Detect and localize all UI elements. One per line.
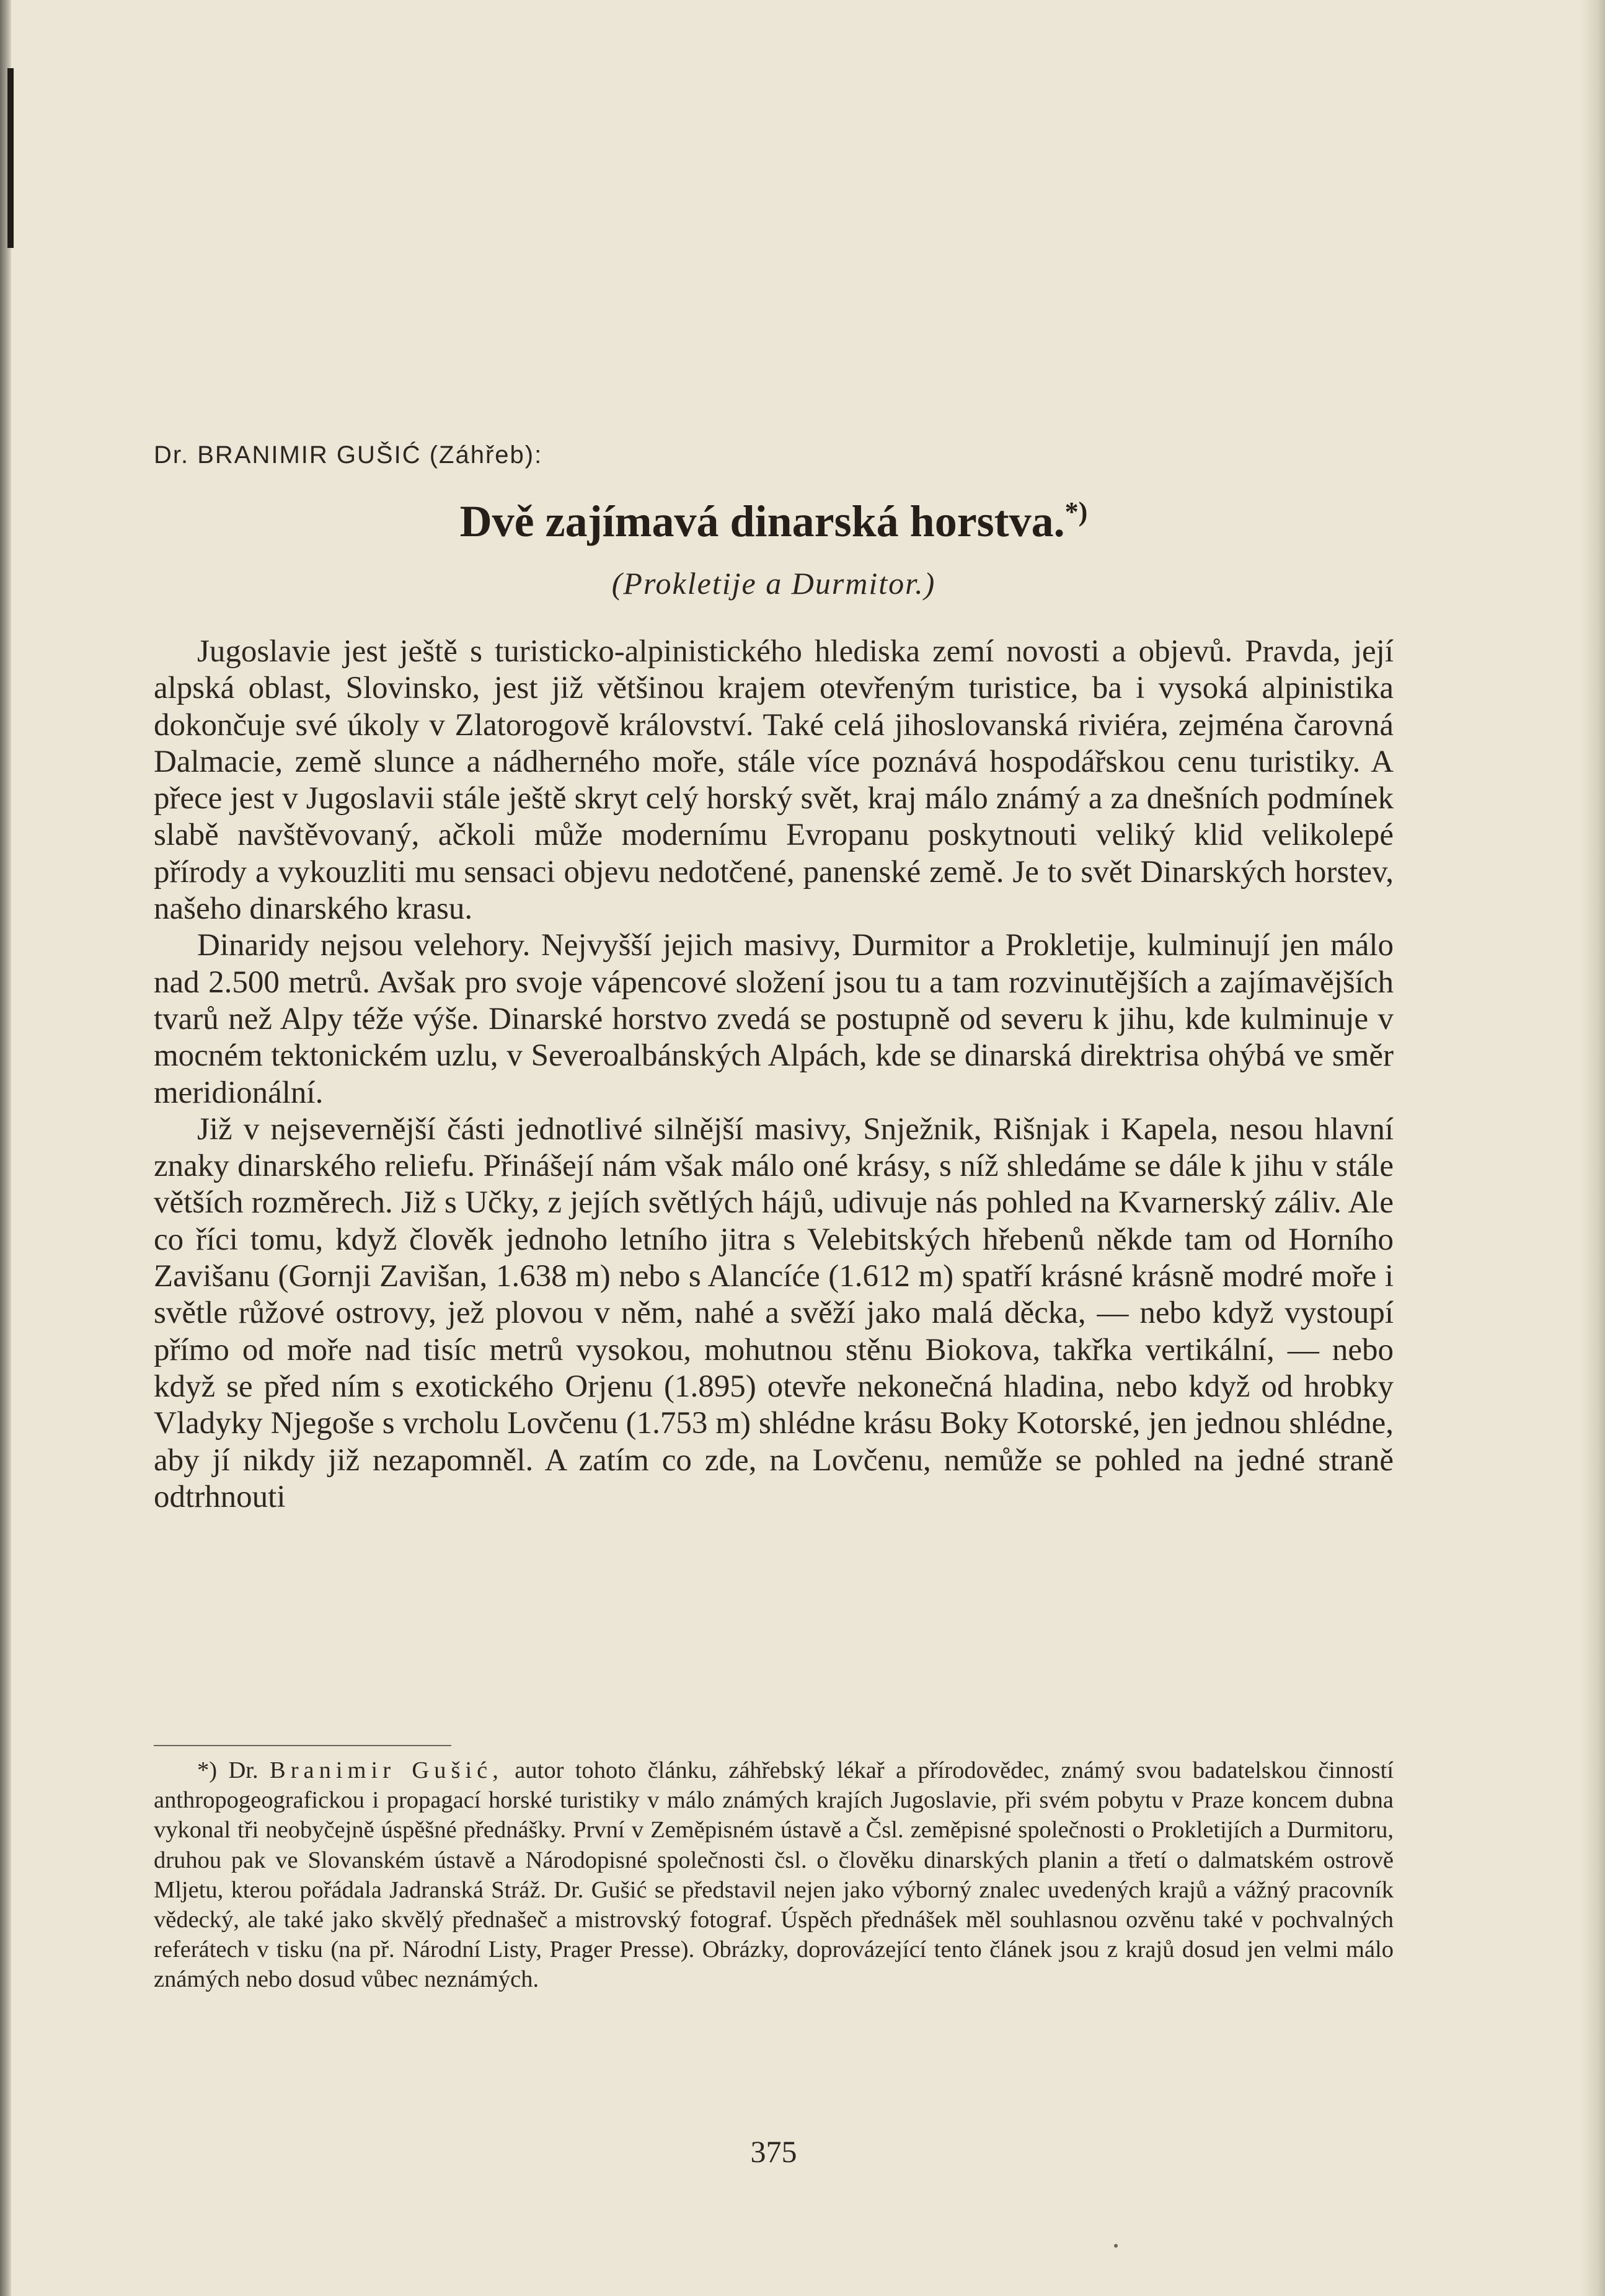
author-name: Dr. BRANIMIR GUŠIĆ xyxy=(154,441,422,469)
footnote-mark: *) Dr. xyxy=(197,1757,259,1783)
article-body xyxy=(154,634,1394,1516)
body-paragraph: Dinaridy nejsou velehory. Nejvyšší jejich masivy, Durmitor a Prokletije, kulminují jen málo nad 2.500 metrů. Avšak pro svoje vápencové složení jsou tu a tam rozvinutějších a zajímavějších tvarů než Alpy téže výše. Dinarské horstvo zvedá se postupně od severu k jihu, kde kulminuje v mocném tektonickém uzlu, v Severoalbánských Alpách, kde se dinarská direktrisa ohýbá ve směr meridionální. xyxy=(154,928,1394,1110)
binding-mark xyxy=(7,68,14,248)
body-paragraph: Jugoslavie jest ještě s turisticko-alpinistického hlediska zemí novosti a objevů. Pravda, její alpská oblast, Slovinsko, jest již většinou krajem otevřeným turistice, ba i vysoká alpinistika dokončuje své úkoly v Zlatorogově království. Také celá jihoslovanská riviéra, zejména čarovná Dalmacie, země slunce a nádherného moře, stále více poznává hospodářskou cenu turistiky. A přece jest v Jugoslavii stále ještě skryt celý horský svět, kraj málo známý a za dnešních podmínek slabě navštěvovaný, ačkoli může modernímu Evropanu poskytnouti veliký klid velikolepé přírody a vykouzliti mu sensaci objevu nedotčené, panenské země. Je to svět Dinarských horstev, našeho dinarského krasu. xyxy=(154,634,1394,927)
footnote xyxy=(154,1755,1394,1995)
print-dot xyxy=(1114,2244,1118,2248)
footnote-author-name: Branimir Gušić, xyxy=(270,1757,503,1783)
author-place: (Záhřeb): xyxy=(429,441,543,469)
footnote-paragraph xyxy=(154,1755,1394,1995)
binding-edge xyxy=(0,0,11,2296)
article-subtitle: (Prokletije a Durmitor.) xyxy=(611,566,936,601)
author-line xyxy=(154,441,542,469)
article-title xyxy=(154,496,1394,547)
page-number: 375 xyxy=(750,2134,797,2169)
title-text: Dvě zajímavá dinarská horstva. xyxy=(459,497,1065,546)
footnote-divider xyxy=(154,1745,451,1746)
title-footnote-mark: *) xyxy=(1064,497,1088,527)
body-paragraph: Již v nejsevernější části jednotlivé silnější masivy, Snježnik, Rišnjak i Kapela, nesou hlavní znaky dinarského reliefu. Přinášejí nám však málo oné krásy, s níž shledáme se dále k jihu v stále větších rozměrech. Již s Učky, z jejích světlých hájů, udivuje nás pohled na Kvarnerský záliv. Ale co říci tomu, když člověk jednoho letního jitra s Velebitských hřebenů někde tam od Horního Zavišanu (Gornji Zavišan, 1.638 m) nebo s Alancíće (1.612 m) spatří krásné krásně modré moře i světle růžové ostrovy, jež plovou v něm, nahé a svěží jako malá děcka, — nebo když vystoupí přímo od moře nad tisíc metrů vysokou, mohutnou stěnu Biokova, takřka vertikální, — nebo když se před ním s exotického Orjenu (1.895) otevře nekonečná hladina, nebo když od hrobky Vladyky Njegoše s vrcholu Lovčenu (1.753 m) shlédne krásu Boky Kotorské, jen jednou shlédne, aby jí nikdy již nezapomněl. A zatím co zde, na Lovčenu, nemůže se pohled na jedné straně odtrhnouti xyxy=(154,1111,1394,1514)
page-edge-shadow xyxy=(1580,0,1605,2296)
footnote-text: autor tohoto článku, záhřebský lékař a přírodovědec, známý svou badatelskou činností anthropogeografickou i propagací horské turistiky v málo známých krajích Jugoslavie, při svém pobytu v Praze koncem dubna vykonal tři neobyčejně úspěšné přednášky. První v Zeměpisném ústavě a Čsl. zeměpisné společnosti o Prokletijích a Durmitoru, druhou pak ve Slovanském ústavě a Národopisné společnosti čsl. o člověku dinarských planin a třetí o dalmatském ostrově Mljetu, kterou pořádala Jadranská Stráž. Dr. Gušić se představil nejen jako výborný znalec uvedených krajů a vážný pracovník vědecký, ale také jako skvělý přednašeč a mistrovský fotograf. Úspěch přednášek měl souhlasnou ozvěnu také v pochvalných referátech v tisku (na př. Národní Listy, Prager Presse). Obrázky, doprovázející tento článek jsou z krajů dosud jen velmi málo známých nebo dosud vůbec neznámých. xyxy=(154,1757,1394,1993)
